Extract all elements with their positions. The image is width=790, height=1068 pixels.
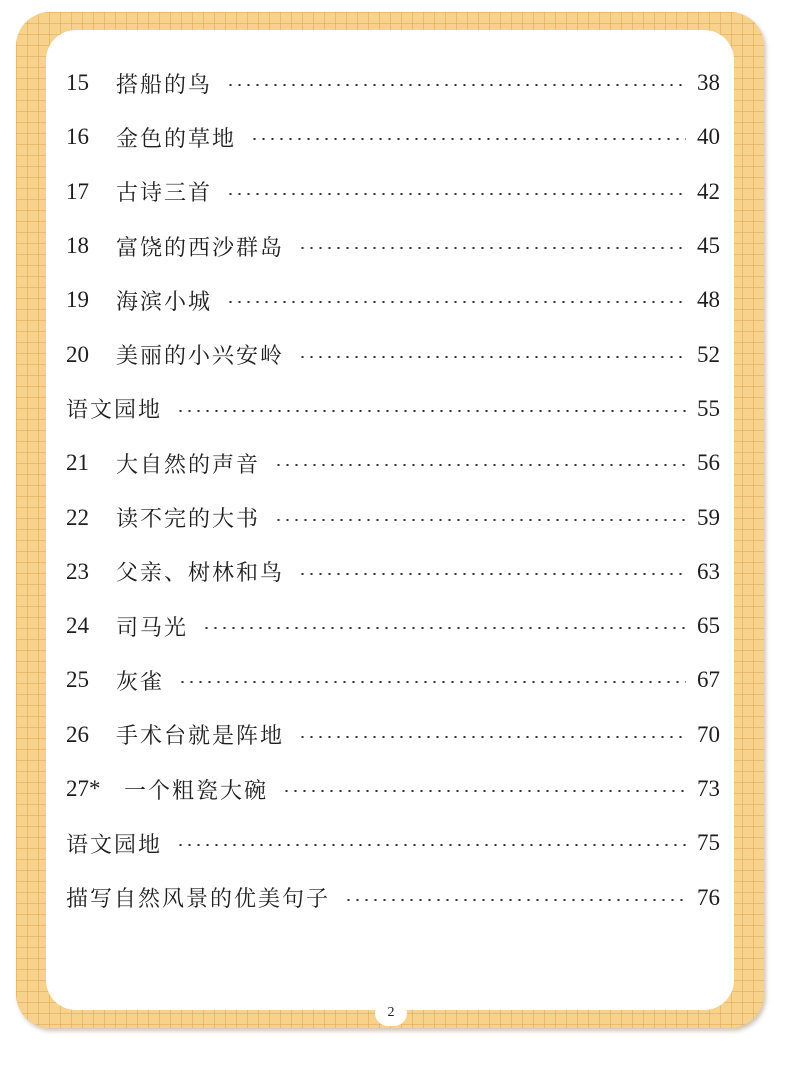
page-number: 59 (697, 504, 720, 530)
page-number: 73 (697, 776, 720, 801)
toc-entry[interactable] (66, 219, 720, 273)
toc-entry[interactable] (66, 653, 720, 707)
toc-entry-section[interactable] (66, 870, 720, 924)
dot-leader (298, 573, 686, 575)
page-number: 56 (697, 450, 720, 476)
lesson-title: 一个粗瓷大碗 (124, 778, 269, 804)
section-title: 描写自然风景的优美句子 (66, 887, 331, 913)
dot-leader (282, 790, 686, 792)
toc-entry[interactable] (66, 490, 720, 544)
toc-entry[interactable] (66, 708, 720, 762)
toc-entry[interactable] (66, 273, 720, 327)
dot-leader (250, 138, 686, 140)
page-number: 55 (697, 395, 720, 421)
lesson-title: 灰雀 (116, 669, 165, 695)
lesson-title: 司马光 (116, 615, 189, 641)
dot-leader (274, 519, 686, 521)
dot-leader (176, 410, 686, 412)
page-number: 38 (697, 70, 720, 96)
lesson-number: 25 (66, 667, 89, 693)
dot-leader (226, 301, 686, 303)
page-number: 40 (697, 124, 720, 150)
page-number: 67 (697, 667, 720, 693)
lesson-number: 20 (66, 341, 89, 367)
dot-leader (178, 681, 686, 683)
page-number: 70 (697, 721, 720, 747)
toc-entry[interactable] (66, 545, 720, 599)
section-title: 语文园地 (66, 398, 163, 424)
dot-leader (274, 464, 686, 466)
lesson-title: 搭船的鸟 (116, 72, 213, 98)
lesson-title: 美丽的小兴安岭 (116, 344, 285, 370)
dot-leader (298, 736, 686, 738)
dot-leader (344, 899, 686, 901)
lesson-number: 17 (66, 178, 89, 204)
toc-entry[interactable] (66, 56, 720, 110)
dot-leader (176, 844, 686, 846)
table-of-contents (66, 56, 720, 925)
lesson-number: 24 (66, 613, 89, 639)
lesson-title: 手术台就是阵地 (116, 724, 285, 750)
dot-leader (298, 356, 686, 358)
lesson-number: 26 (66, 721, 89, 747)
toc-entry[interactable] (66, 436, 720, 490)
lesson-number: 27* (66, 776, 101, 801)
page-number: 48 (697, 287, 720, 313)
dot-leader (298, 247, 686, 249)
lesson-number: 16 (66, 124, 89, 150)
page-number: 65 (697, 613, 720, 639)
lesson-title: 古诗三首 (116, 181, 213, 207)
toc-entry[interactable] (66, 110, 720, 164)
dot-leader (202, 627, 686, 629)
lesson-title: 大自然的声音 (116, 452, 261, 478)
lesson-number: 15 (66, 70, 89, 96)
toc-entry-section[interactable] (66, 382, 720, 436)
page-number: 76 (697, 884, 720, 910)
lesson-number: 22 (66, 504, 89, 530)
toc-entry[interactable] (66, 762, 720, 816)
page-number: 45 (697, 233, 720, 259)
dot-leader (226, 84, 686, 86)
toc-entry-section[interactable] (66, 816, 720, 870)
page-number: 63 (697, 558, 720, 584)
page-number: 75 (697, 830, 720, 856)
lesson-title: 富饶的西沙群岛 (116, 235, 285, 261)
lesson-number: 18 (66, 233, 89, 259)
toc-entry[interactable] (66, 327, 720, 381)
lesson-number: 23 (66, 558, 89, 584)
toc-entry[interactable] (66, 599, 720, 653)
page-number: 52 (697, 341, 720, 367)
lesson-number: 21 (66, 450, 89, 476)
toc-entry[interactable] (66, 165, 720, 219)
footer-page-number: 2 (375, 1000, 407, 1026)
dot-leader (226, 193, 686, 195)
lesson-number: 19 (66, 287, 89, 313)
page-number: 42 (697, 178, 720, 204)
lesson-title: 读不完的大书 (116, 507, 261, 533)
lesson-title: 金色的草地 (116, 126, 237, 152)
lesson-title: 父亲、树林和鸟 (116, 561, 285, 587)
section-title: 语文园地 (66, 832, 163, 858)
lesson-title: 海滨小城 (116, 289, 213, 315)
